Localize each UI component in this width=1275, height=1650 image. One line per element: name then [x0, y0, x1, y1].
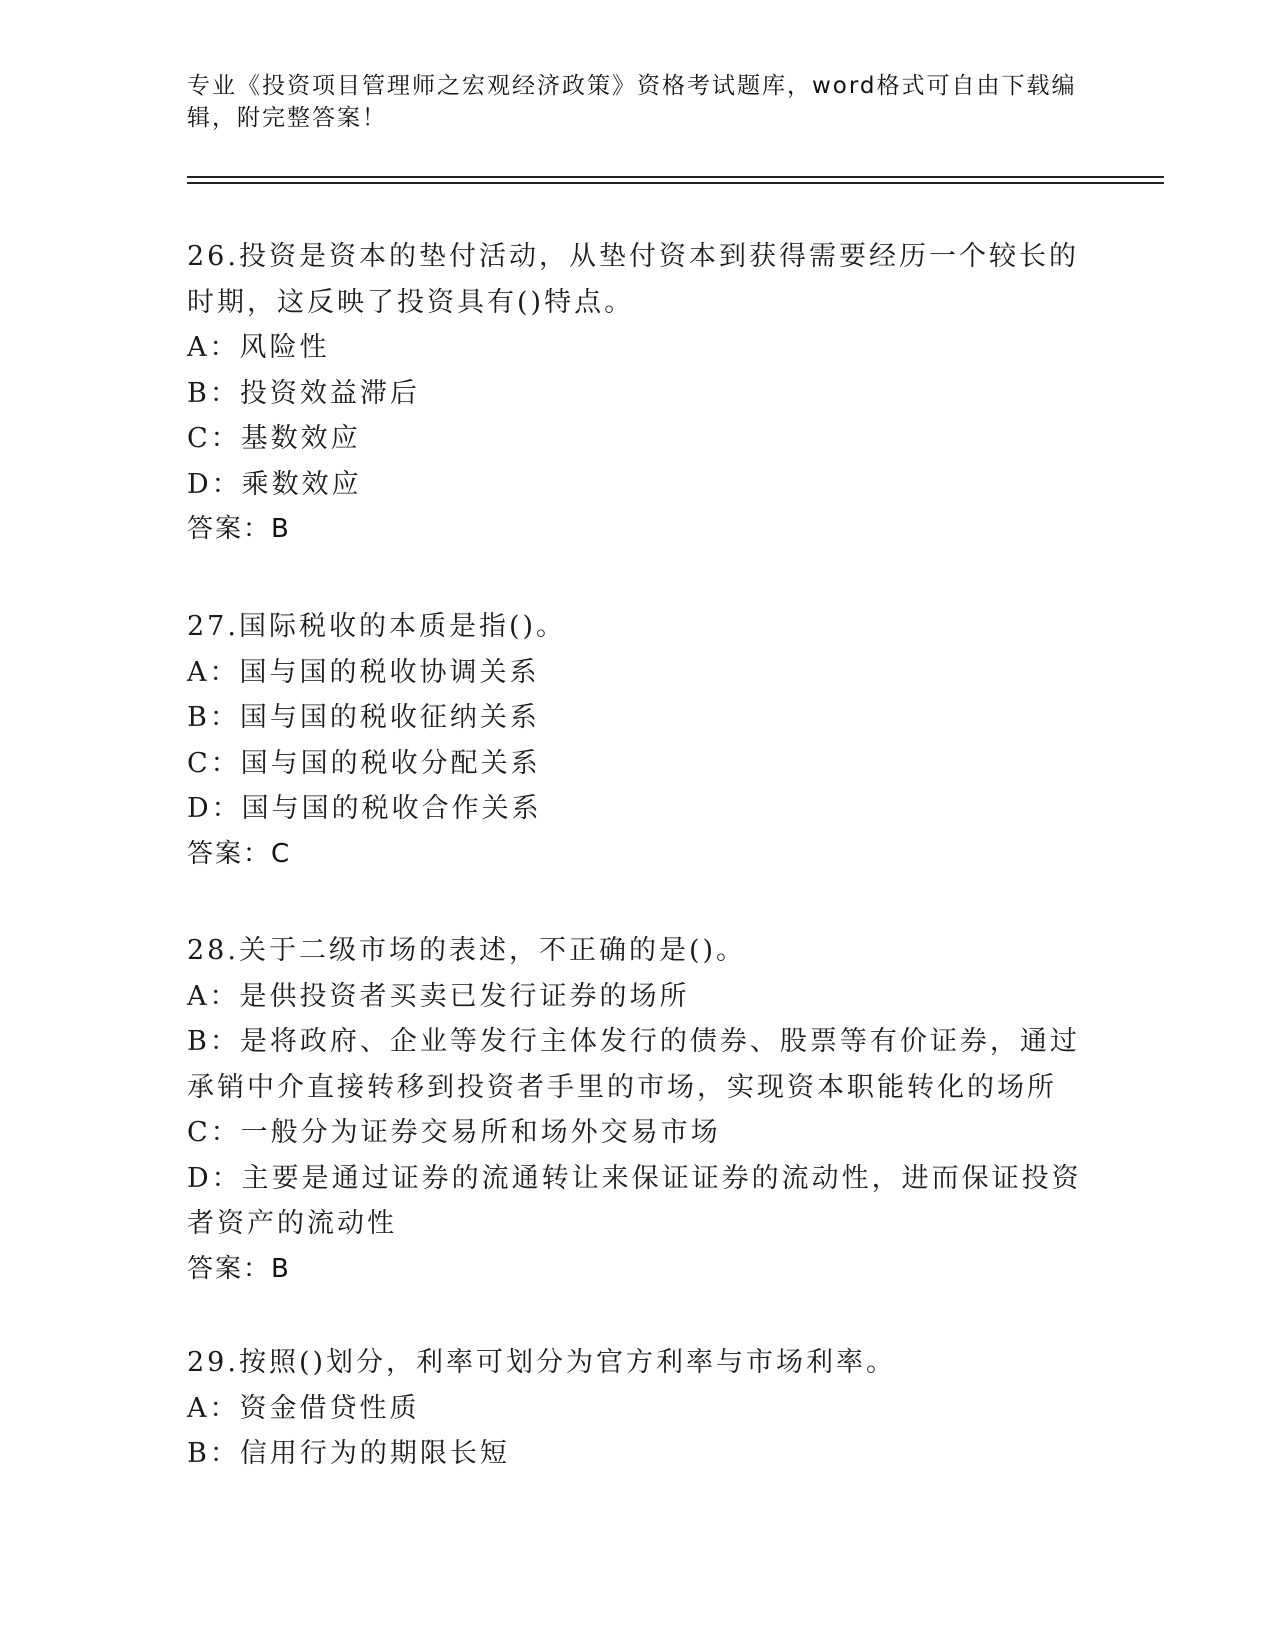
question-27	[187, 604, 1087, 877]
question-26	[187, 234, 1087, 553]
question-28	[187, 928, 1087, 1292]
option-d: D：国与国的税收合作关系	[187, 793, 542, 824]
header-rule-top	[187, 176, 1164, 178]
header-text: 专业《投资项目管理师之宏观经济政策》资格考试题库，word格式可自由下载编辑，附完整答案！	[187, 73, 1077, 131]
answer: 答案：C	[187, 838, 292, 869]
question-stem: 29.按照()划分，利率可划分为官方利率与市场利率。	[187, 1347, 897, 1378]
answer: 答案：B	[187, 1253, 291, 1284]
question-stem: 27.国际税收的本质是指()。	[187, 611, 567, 642]
header-rule-bottom	[187, 182, 1164, 184]
question-29	[187, 1340, 1087, 1477]
option-c: C：国与国的税收分配关系	[187, 747, 541, 779]
option-a: A：资金借贷性质	[187, 1392, 420, 1424]
document-header	[187, 70, 1077, 134]
option-d: D：主要是通过证券的流通转让来保证证券的流动性，进而保证投资者资产的流动性	[187, 1162, 1082, 1239]
question-stem: 28.关于二级市场的表述，不正确的是()。	[187, 935, 747, 966]
question-stem: 26.投资是资本的垫付活动，从垫付资本到获得需要经历一个较长的时期，这反映了投资具有()特点。	[187, 241, 1079, 318]
option-c: C：一般分为证券交易所和场外交易市场	[187, 1117, 721, 1148]
option-b: B：投资效益滞后	[187, 377, 420, 409]
option-a: A：是供投资者买卖已发行证券的场所	[187, 980, 690, 1012]
option-b: B：信用行为的期限长短	[187, 1438, 510, 1469]
option-d: D：乘数效应	[187, 468, 362, 500]
option-b: B：国与国的税收征纳关系	[187, 702, 540, 733]
option-a: A：风险性	[187, 332, 330, 363]
option-a: A：国与国的税收协调关系	[187, 656, 540, 688]
option-b: B：是将政府、企业等发行主体发行的债券、股票等有价证券，通过承销中介直接转移到投资者手里的市场，实现资本职能转化的场所	[187, 1026, 1080, 1103]
option-c: C：基数效应	[187, 423, 361, 454]
answer: 答案：B	[187, 514, 291, 544]
